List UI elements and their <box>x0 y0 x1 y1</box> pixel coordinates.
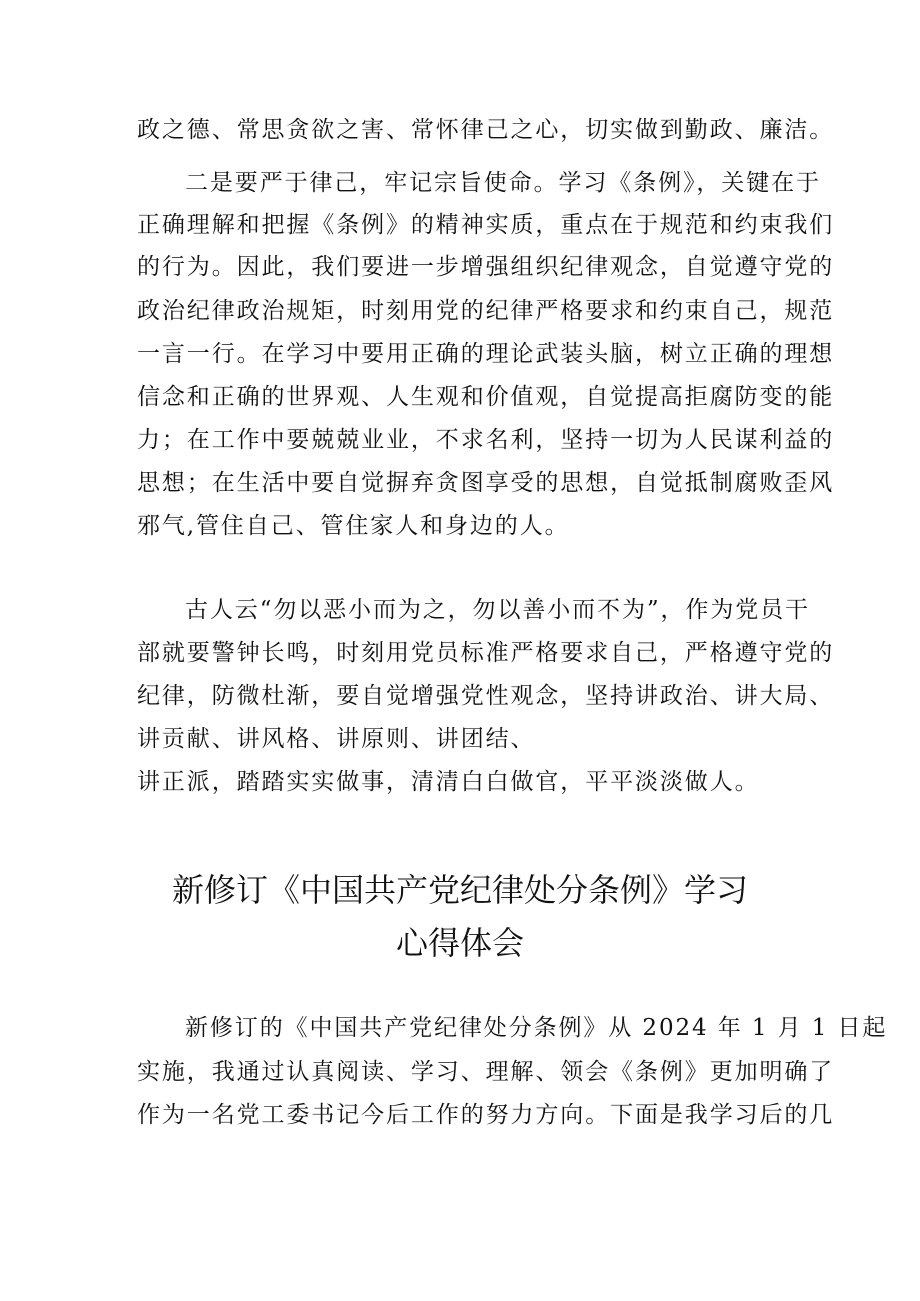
intro-paragraph-line: 实施，我通过认真阅读、学习、理解、领会《条例》更加明确了 <box>137 1059 835 1085</box>
paragraph-three-line: 部就要警钟长鸣，时刻用党员标准严格要求自己，严格遵守党的 <box>137 640 835 666</box>
article-title-line2: 心得体会 <box>395 924 524 962</box>
paragraph-three-line: 讲贡献、讲风格、讲原则、讲团结、 <box>137 726 536 752</box>
paragraph-two-line: 力；在工作中要兢兢业业，不求名利，坚持一切为人民谋利益的 <box>137 427 835 453</box>
paragraph-two-line: 的行为。因此，我们要进一步增强组织纪律观念，自觉遵守党的 <box>137 254 835 280</box>
paragraph-two-line: 一言一行。在学习中要用正确的理论武装头脑，树立正确的理想 <box>137 341 835 367</box>
article-title-line1: 新修订《中国共产党纪律处分条例》学习 <box>171 871 748 909</box>
paragraph-two-line: 正确理解和把握《条例》的精神实质，重点在于规范和约束我们 <box>137 212 835 238</box>
intro-paragraph-line: 新修订的《中国共产党纪律处分条例》从 2024 年 1 月 1 日起 <box>185 1015 888 1041</box>
paragraph-two-line: 二是要严于律己，牢记宗旨使命。学习《条例》，关键在于 <box>185 170 821 196</box>
paragraph-three-line: 讲正派，踏踏实实做事，清清白白做官，平平淡淡做人。 <box>137 769 760 795</box>
intro-paragraph-line: 作为一名党工委书记今后工作的努力方向。下面是我学习后的几 <box>137 1102 835 1128</box>
paragraph-three-line: 古人云“勿以恶小而为之，勿以善小而不为”，作为党员干 <box>185 597 810 623</box>
paragraph-two-line: 思想；在生活中要自觉摒弃贪图享受的思想，自觉抵制腐败歪风 <box>137 470 835 496</box>
continued-paragraph-line: 政之德、常思贪欲之害、常怀律己之心，切实做到勤政、廉洁。 <box>137 117 835 143</box>
paragraph-three-line: 纪律，防微杜渐，要自觉增强党性观念，坚持讲政治、讲大局、 <box>137 683 835 709</box>
paragraph-two-line: 邪气,管住自己、管住家人和身边的人。 <box>137 513 570 539</box>
paragraph-two-line: 政治纪律政治规矩，时刻用党的纪律严格要求和约束自己，规范 <box>137 298 835 324</box>
paragraph-two-line: 信念和正确的世界观、人生观和价值观，自觉提高拒腐防变的能 <box>137 384 835 410</box>
